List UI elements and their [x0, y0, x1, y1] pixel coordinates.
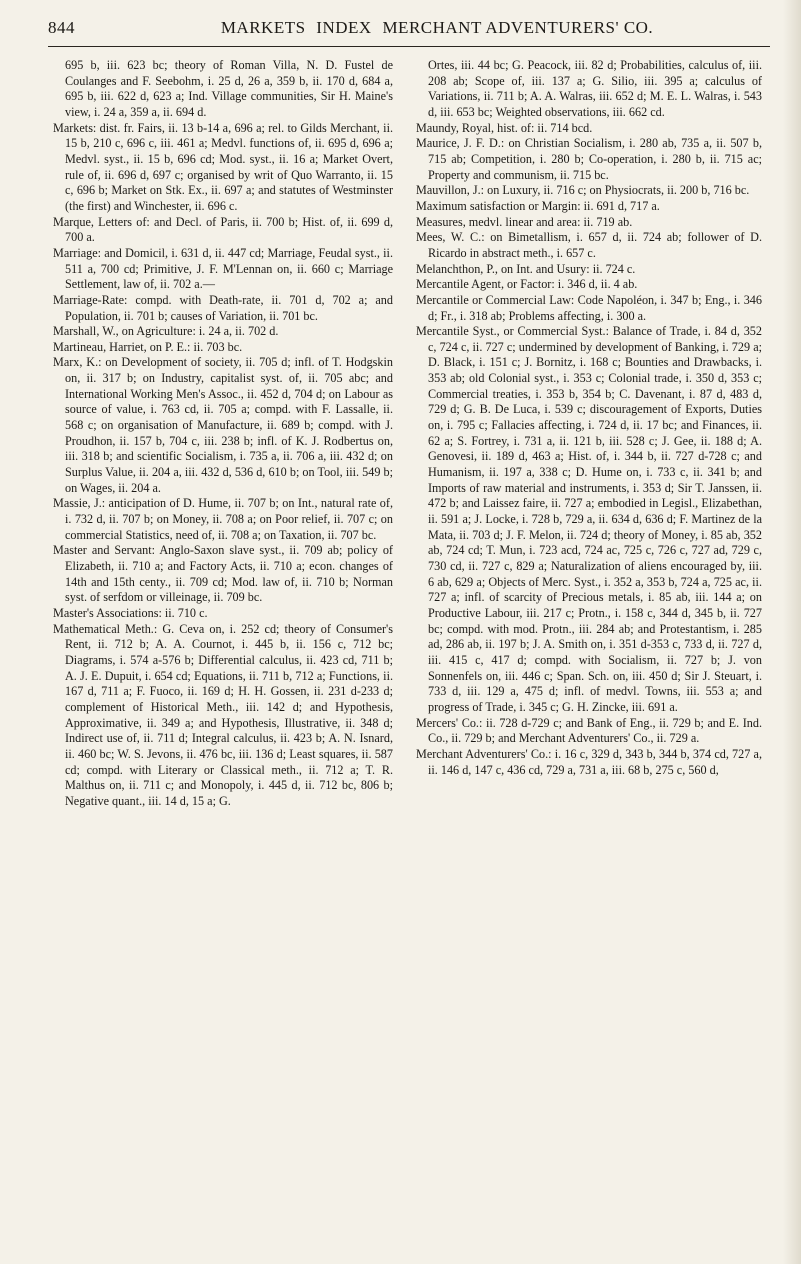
index-entry: Measures, medvl. linear and area: ii. 719 ab. — [416, 214, 633, 229]
index-entry: Master's Associations: ii. 710 c. — [53, 605, 208, 620]
page-edge-shadow — [783, 0, 801, 1264]
index-entry: 695 b, iii. 623 bc; theory of Roman Villa, N. D. Fustel de Coulanges and F. Seebohm, i. 25 d, 26 a, 359 b, ii. 170 d, 684 a, 695 b, iii. 622 d, 623 a; Ind. Village communities, Sir H. Maine's view, i. 24 a, 359 a, ii. 694 d. — [65, 58, 393, 119]
index-entry: Marshall, W., on Agriculture: i. 24 a, ii. 702 d. — [53, 324, 279, 339]
index-entry: Ortes, iii. 44 bc; G. Peacock, iii. 82 d; Probabilities, calculus of, iii. 208 ab; Scope of, iii. 137 a; G. Silio, iii. 395 a; calculus of Variations, ii. 711 b; A. A. Walras, iii. 652 d; M. E. L. Walras, i. 543 d, iii. 653 bc; Weighted observations, iii. 662 cd. — [428, 58, 762, 119]
running-title-left: MARKETS — [220, 18, 306, 37]
index-entry: Maurice, J. F. D.: on Christian Socialism, i. 280 ab, 735 a, ii. 507 b, 715 ab; Competition, i. 280 b; Co-operation, i. 280 b, ii. 715 ac; Property and communism, ii. 715 bc. — [416, 136, 762, 182]
index-entry: Maundy, Royal, hist. of: ii. 714 bcd. — [416, 120, 593, 135]
index-entry: Master and Servant: Anglo-Saxon slave syst., ii. 709 ab; policy of Elizabeth, ii. 710 a; and Factory Acts, ii. 710 a; econ. changes of 14th and 15th centy., ii. 709 cd; Mod. law of, ii. 710 b; Norman syst. of serfdom or villeinage, ii. 709 bc. — [53, 543, 393, 605]
index-entry: Mercantile Agent, or Factor: i. 346 d, ii. 4 ab. — [416, 277, 638, 292]
index-entry: Marriage: and Domicil, i. 631 d, ii. 447 cd; Marriage, Feudal syst., ii. 511 a, 700 cd; Primitive, J. F. M'Lennan on, ii. 660 c; Marriage Settlement, law of, ii. 702 a.— — [53, 245, 393, 292]
index-entry: Melanchthon, P., on Int. and Usury: ii. 724 c. — [416, 261, 636, 276]
right-column — [416, 58, 762, 1248]
index-entry: Massie, J.: anticipation of D. Hume, ii. 707 b; on Int., natural rate of, i. 732 d, ii. 707 b; on Money, ii. 708 a; on Poor relief, ii. 707 c; on commercial Statistics, need of, ii. 708 a; on Taxation, ii. 707 bc. — [53, 496, 393, 542]
index-entry: Markets: dist. fr. Fairs, ii. 13 b-14 a, 696 a; rel. to Gilds Merchant, ii. 15 b, 210 c, 696 c, iii. 461 a; Medvl. functions of, ii. 695 d, 696 a; Medvl. syst., ii. 15 b, 696 cd; Mod. syst., ii. 16 a; Market Overt, rule of, ii. 696 d, 697 c; organised by writ of Quo Warranto, ii. 15 c, 696 b; Market on Stk. Ex., ii. 697 a; and statutes of Westminster (the first) and Winchester, ii. 696 c. — [53, 120, 393, 213]
running-title — [108, 18, 766, 38]
running-title-right: MERCHANT ADVENTURERS' CO. — [382, 18, 654, 37]
index-entry: Mercantile Syst., or Commercial Syst.: Balance of Trade, i. 84 d, 352 c, 724 c, ii. 727 c; undermined by development of Banking, i. 729 a; D. Black, i. 151 c; J. Bornitz, i. 168 c; Bounties and Drawbacks, i. 353 ab; old Colonial syst., i. 353 c; Colonial trade, i. 350 d, 353 c; Commercial treaties, i. 353 b, 354 b; C. Davenant, i. 87 d, 483 d, 729 d; G. B. De Luca, i. 539 c; discouragement of Exports, Duties on, i. 795 c; Fallacies affecting, i. 724 d, ii. 17 bc; and Finances, ii. 62 a; S. Fortrey, i. 731 a, ii. 121 b, iii. 528 c; J. Gee, ii. 188 d; A. Genovesi, ii. 189 d, 463 a; Hist. of, i. 344 b, ii. 727 d-728 c; and Humanism, ii. 197 a, 338 c; D. Hume on, i. 733 c, ii. 341 b; and Imports of raw material and instruments, i. 353 d; Sir T. Janssen, ii. 472 b; and Laissez faire, ii. 727 a; embodied in Legisl., Elizabethan, ii. 591 a; J. Locke, i. 728 b, 729 a, ii. 634 d, 636 d; F. Martinez de la Mata, ii. 703 d; J. F. Melon, ii. 724 d; theory of Money, i. 85 ab, 352 ab, 724 cd; T. Mun, i. 723 acd, 724 ac, 725 c, 726 c, 727 ad, 729 c, 730 cd, ii. 727 c, 829 a; Naturalization of aliens encouraged by, iii. 6 ab, 629 a; Objects of Merc. Syst., i. 352 a, 353 b, 724 a, 725 ac, ii. 727 a; infl. of scarcity of Precious metals, i. 85 ab, iii. 144 a; on Productive Labour, iii. 217 c; Protn., i. 158 c, 344 d, 345 b, ii. 727 bc; compd. with mod. Protn., iii. 284 ab; and Protestantism, i. 285 ad, 286 ab, ii. 197 b; J. A. Smith on, i. 351 d-353 c, 733 d, ii. 727 d, iii. 415 c, 417 d; compd. with Socialism, ii. 727 b; J. von Sonnenfels on, iii. 446 c; Span. Sch. on, iii. 450 d; Sir J. Steuart, i. 733 d, iii. 129 a, 475 d; infl. of medvl. Towns, iii. 553 a; and progress of Trade, i. 345 c; G. H. Zincke, iii. 691 a. — [416, 324, 762, 714]
index-entry: Maximum satisfaction or Margin: ii. 691 d, 717 a. — [416, 198, 660, 213]
index-entry: Mathematical Meth.: G. Ceva on, i. 252 cd; theory of Consumer's Rent, ii. 712 b; A. A. Cournot, i. 445 b, ii. 156 c, 712 bc; Diagrams, i. 574 a-576 b; Differential calculus, ii. 423 cd, 711 b; A. J. E. Dupuit, i. 654 cd; Equations, ii. 711 b, 712 a; Functions, ii. 167 d, 711 a; F. Fuoco, ii. 169 d; H. H. Gossen, ii. 231 d-233 d; complement of Historical Meth., iii. 142 d; and Hypothesis, Approximative, ii. 349 a; and Hypothesis, Illustrative, ii. 348 d; Indirect use of, ii. 711 d; Integral calculus, ii. 423 b; A. N. Isnard, ii. 460 bc; W. S. Jevons, ii. 476 bc, iii. 136 d; Least squares, ii. 587 cd; compd. with Literary or Classical meth., ii. 712 a; T. R. Malthus on, ii. 711 c; and Monopoly, i. 445 d, ii. 712 bc, 806 b; Negative quant., iii. 14 d, 15 a; G. — [53, 621, 393, 808]
index-entry: Mauvillon, J.: on Luxury, ii. 716 c; on Physiocrats, ii. 200 b, 716 bc. — [416, 183, 750, 198]
index-entry: Marriage-Rate: compd. with Death-rate, ii. 701 d, 702 a; and Population, ii. 701 b; causes of Variation, ii. 701 bc. — [53, 292, 393, 323]
index-entry: Mees, W. C.: on Bimetallism, i. 657 d, ii. 724 ab; follower of D. Ricardo in abstract meth., i. 657 c. — [416, 230, 762, 260]
page-number: 844 — [48, 18, 75, 37]
running-title-mid: INDEX — [316, 18, 372, 37]
index-entry: Merchant Adventurers' Co.: i. 16 c, 329 d, 343 b, 344 b, 374 cd, 727 a, ii. 146 d, 147 c, 436 cd, 729 a, 731 a, iii. 68 b, 275 c, 560 d, — [416, 746, 762, 777]
index-entry: Mercers' Co.: ii. 728 d-729 c; and Bank of Eng., ii. 729 b; and E. Ind. Co., ii. 729 b; and Merchant Adventurers' Co., ii. 729 a. — [416, 715, 762, 746]
index-entry: Martineau, Harriet, on P. E.: ii. 703 bc. — [53, 339, 243, 354]
left-column — [53, 58, 393, 1248]
index-entry: Marque, Letters of: and Decl. of Paris, ii. 700 b; Hist. of, ii. 699 d, 700 a. — [53, 214, 393, 245]
header-rule — [48, 46, 770, 47]
running-header — [48, 18, 766, 46]
index-entry: Mercantile or Commercial Law: Code Napoléon, i. 347 b; Eng., i. 346 d; Fr., i. 318 ab; Problems affecting, i. 300 a. — [416, 292, 762, 323]
index-entry: Marx, K.: on Development of society, ii. 705 d; infl. of T. Hodgskin on, ii. 317 b; on Industry, capitalist syst. of, ii. 705 abc; and International Working Men's Assoc., ii. 452 d, 704 d; on Labour as source of value, i. 763 cd, ii. 705 a; compd. with F. Lassalle, ii. 568 c; on organisation of Manufacture, ii. 689 b; compd. with J. Proudhon, ii. 157 b, 704 c, iii. 238 b; infl. of K. J. Rodbertus on, iii. 318 b; and scientific Socialism, i. 735 a, ii. 706 a, iii. 432 d; on Surplus Value, ii. 204 a, iii. 432 d, 536 d, 610 b; on Tool, iii. 549 b; on Wages, ii. 204 a. — [53, 355, 393, 495]
